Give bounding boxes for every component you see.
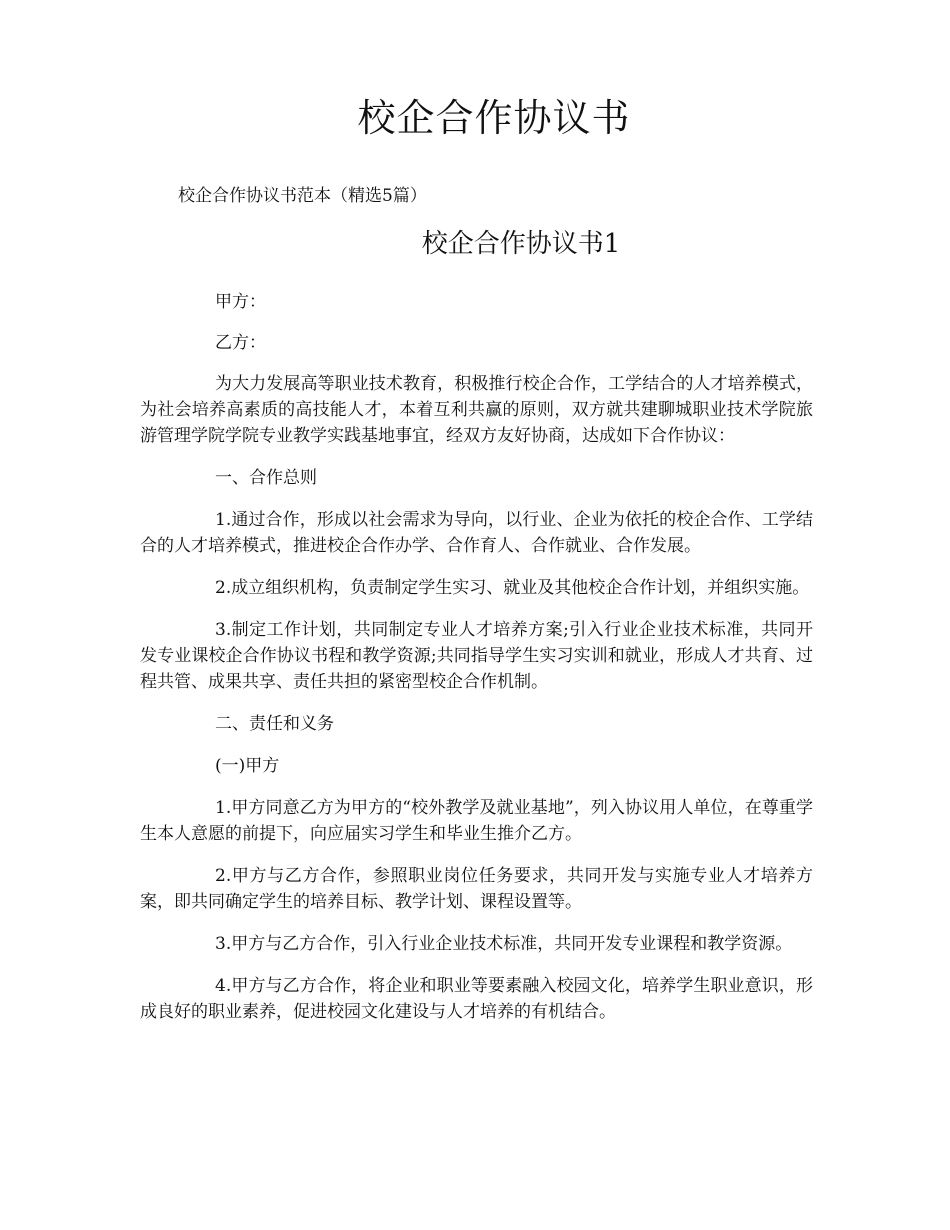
section-heading-general: 一、合作总则 [215,468,317,488]
party-b-line: 乙方： [215,333,266,353]
document-subtitle: 校企合作协议书范本（精选5篇） [178,186,427,206]
section-title: 校企合作协议书1 [421,229,621,259]
general-item-1: 1.通过合作，形成以社会需求为导向，以行业、企业为依托的校企合作、工学结合的人才培养模式，推进校企合作办学、合作育人、合作就业、合作发展。 [140,510,813,556]
party-a-duty-2: 2.甲方与乙方合作，参照职业岗位任务要求，共同开发与实施专业人才培养方案，即共同确定学生的培养目标、教学计划、课程设置等。 [140,866,813,912]
party-a-duty-3: 3.甲方与乙方合作，引入行业企业技术标准，共同开发专业课程和教学资源。 [215,934,793,954]
party-a-duty-4: 4.甲方与乙方合作，将企业和职业等要素融入校园文化，培养学生职业意识，形成良好的职业素养，促进校园文化建设与人才培养的有机结合。 [140,976,813,1022]
intro-paragraph: 为大力发展高等职业技术教育，积极推行校企合作，工学结合的人才培养模式，为社会培养高素质的高技能人才，本着互利共赢的原则，双方就共建聊城职业技术学院旅游管理学院学院专业教学实践基地事宜，经双方友好协商，达成如下合作协议： [140,374,813,446]
document-title: 校企合作协议书 [357,96,631,140]
section-heading-duties: 二、责任和义务 [215,714,334,734]
party-a-line: 甲方： [215,292,266,312]
party-a-duty-1: 1.甲方同意乙方为甲方的“校外教学及就业基地”，列入协议用人单位，在尊重学生本人意愿的前提下，向应届实习学生和毕业生推介乙方。 [140,798,813,844]
general-item-2: 2.成立组织机构，负责制定学生实习、就业及其他校企合作计划，并组织实施。 [215,578,810,598]
document-body [140,289,813,1041]
general-item-3: 3.制定工作计划，共同制定专业人才培养方案;引入行业企业技术标准，共同开发专业课校企合作协议书程和教学资源;共同指导学生实习实训和就业，形成人才共育、过程共管、成果共享、责任共担的紧密型校企合作机制。 [140,620,813,692]
subsection-party-a: (一)甲方 [215,756,280,776]
